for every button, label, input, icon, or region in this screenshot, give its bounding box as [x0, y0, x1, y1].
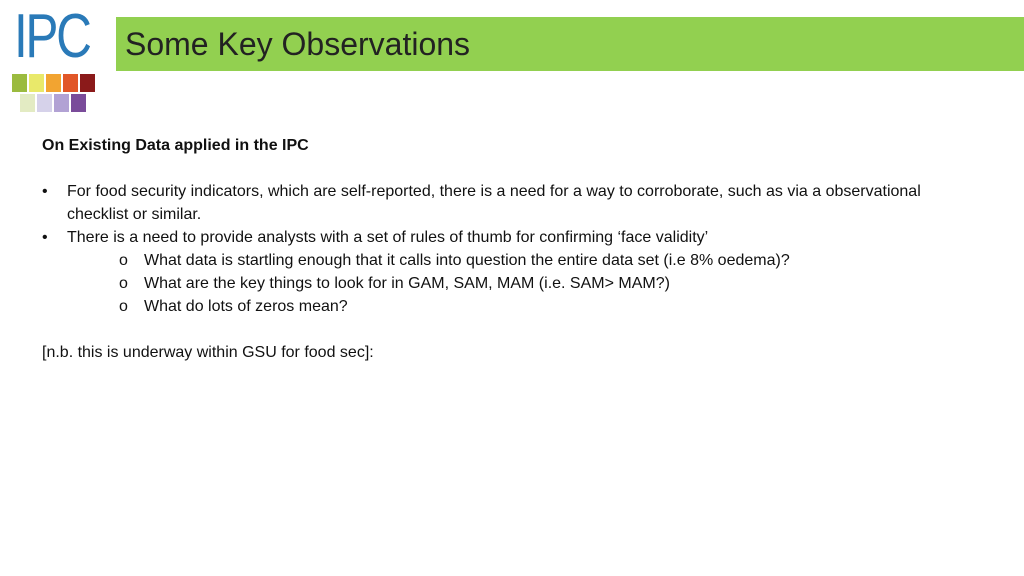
- sub-bullet-list: [42, 249, 942, 318]
- logo-swatch: [20, 94, 35, 112]
- logo-swatch-row-top: [12, 74, 95, 92]
- logo-swatch: [29, 74, 44, 92]
- sub-bullet-text: What do lots of zeros mean?: [144, 298, 348, 315]
- sub-bullet-item: [42, 295, 942, 318]
- logo-swatch: [12, 74, 27, 92]
- note-text: [n.b. this is underway within GSU for food sec]:: [42, 344, 374, 361]
- logo-swatch: [71, 94, 86, 112]
- page-title: Some Key Observations: [125, 26, 471, 62]
- logo-swatch: [46, 74, 61, 92]
- logo-swatch: [80, 74, 95, 92]
- bullet-item: [42, 180, 942, 226]
- bullet-list: [42, 180, 942, 249]
- slide-content: [42, 134, 942, 364]
- bullet-icon: •: [42, 183, 48, 200]
- ipc-logo-text: IPC: [14, 2, 90, 71]
- title-bar: [116, 17, 1024, 71]
- ipc-logo: [12, 2, 102, 116]
- circle-bullet-icon: o: [119, 275, 128, 292]
- bullet-text: For food security indicators, which are self-reported, there is a need for a way to corroborate, such as via a observational checklist or similar.: [67, 183, 921, 223]
- bullet-item: [42, 226, 942, 249]
- circle-bullet-icon: o: [119, 298, 128, 315]
- sub-bullet-item: [42, 272, 942, 295]
- sub-bullet-item: [42, 249, 942, 272]
- bullet-icon: •: [42, 229, 48, 246]
- logo-swatch: [37, 94, 52, 112]
- logo-swatch: [54, 94, 69, 112]
- circle-bullet-icon: o: [119, 252, 128, 269]
- sub-bullet-text: What data is startling enough that it calls into question the entire data set (i.e 8% oedema)?: [144, 252, 790, 269]
- section-heading: On Existing Data applied in the IPC: [42, 137, 309, 154]
- sub-bullet-text: What are the key things to look for in GAM, SAM, MAM (i.e. SAM> MAM?): [144, 275, 670, 292]
- bullet-text: There is a need to provide analysts with a set of rules of thumb for confirming ‘face validity’: [67, 229, 709, 246]
- logo-swatch-row-bottom: [20, 94, 86, 112]
- logo-swatch: [63, 74, 78, 92]
